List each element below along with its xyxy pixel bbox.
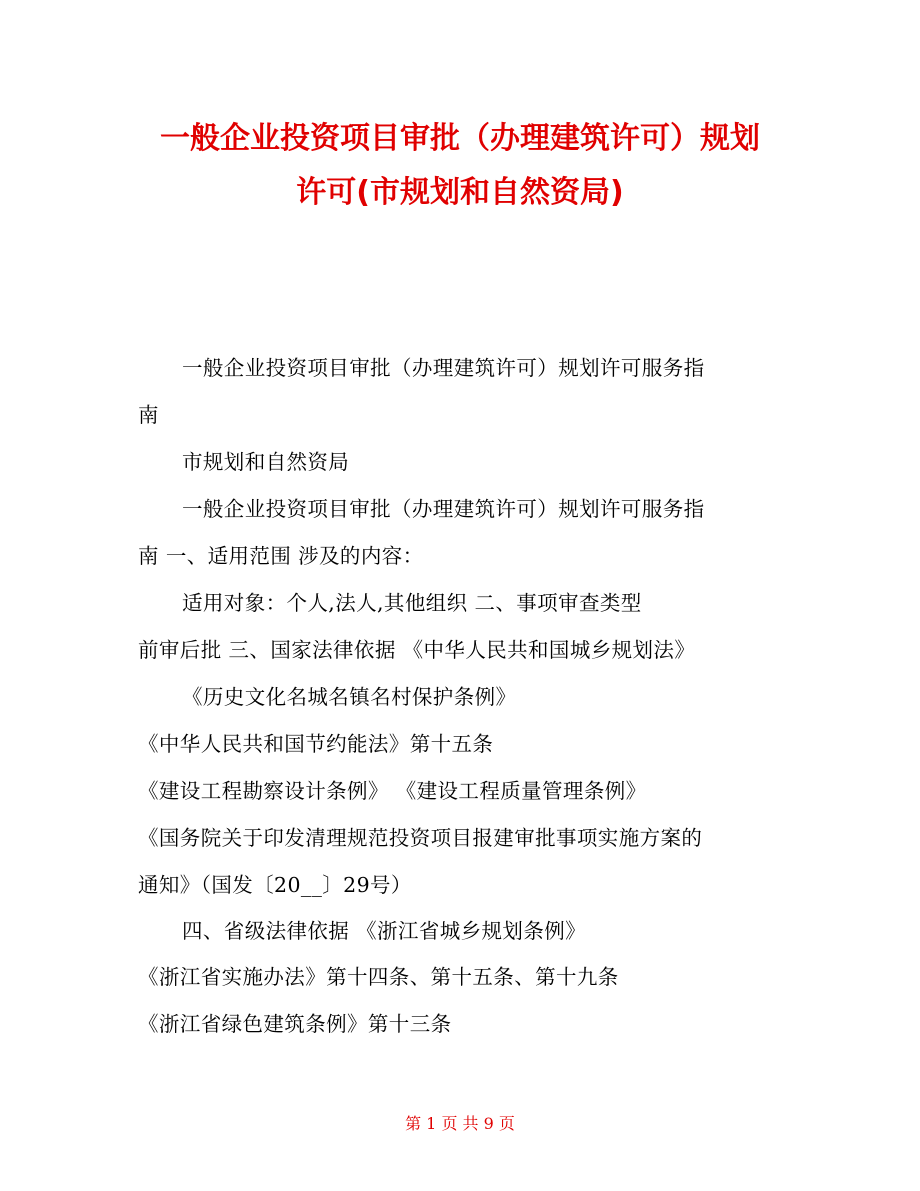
body-line: 《国务院关于印发清理规范投资项目报建审批事项实施方案的 [138,826,703,850]
body-line: 一般企业投资项目审批（办理建筑许可）规划许可服务指 [182,356,705,380]
title-line-2: 许可(市规划和自然资局) [296,175,624,210]
document-title [60,112,860,220]
body-line: 四、省级法律依据 《浙江省城乡规划条例》 [182,919,587,943]
body-line: 《历史文化名城名镇名村保护条例》 [182,685,517,709]
body-line: 通知》（国发〔20__〕29号） [138,873,412,897]
body-line: 《浙江省绿色建筑条例》第十三条 [138,1012,452,1036]
body-line: 南 [138,403,159,427]
title-line-1: 一般企业投资项目审批（办理建筑许可）规划 [160,121,760,156]
body-line: 《中华人民共和国节约能法》第十五条 [138,732,494,756]
page-footer: 第 1 页 共 9 页 [405,1114,515,1133]
body-line: 南 一、适用范围 涉及的内容： [138,544,424,568]
body-line: 《浙江省实施办法》第十四条、第十五条、第十九条 [138,965,619,989]
body-line: 适用对象：个人,法人,其他组织 二、事项审查类型 [182,591,642,615]
body-line: 《建设工程勘察设计条例》 《建设工程质量管理条例》 [138,779,647,803]
body-line: 前审后批 三、国家法律依据 《中华人民共和国城乡规划法》 [138,638,696,662]
body-line: 市规划和自然资局 [182,450,350,474]
body-line: 一般企业投资项目审批（办理建筑许可）规划许可服务指 [182,497,705,521]
